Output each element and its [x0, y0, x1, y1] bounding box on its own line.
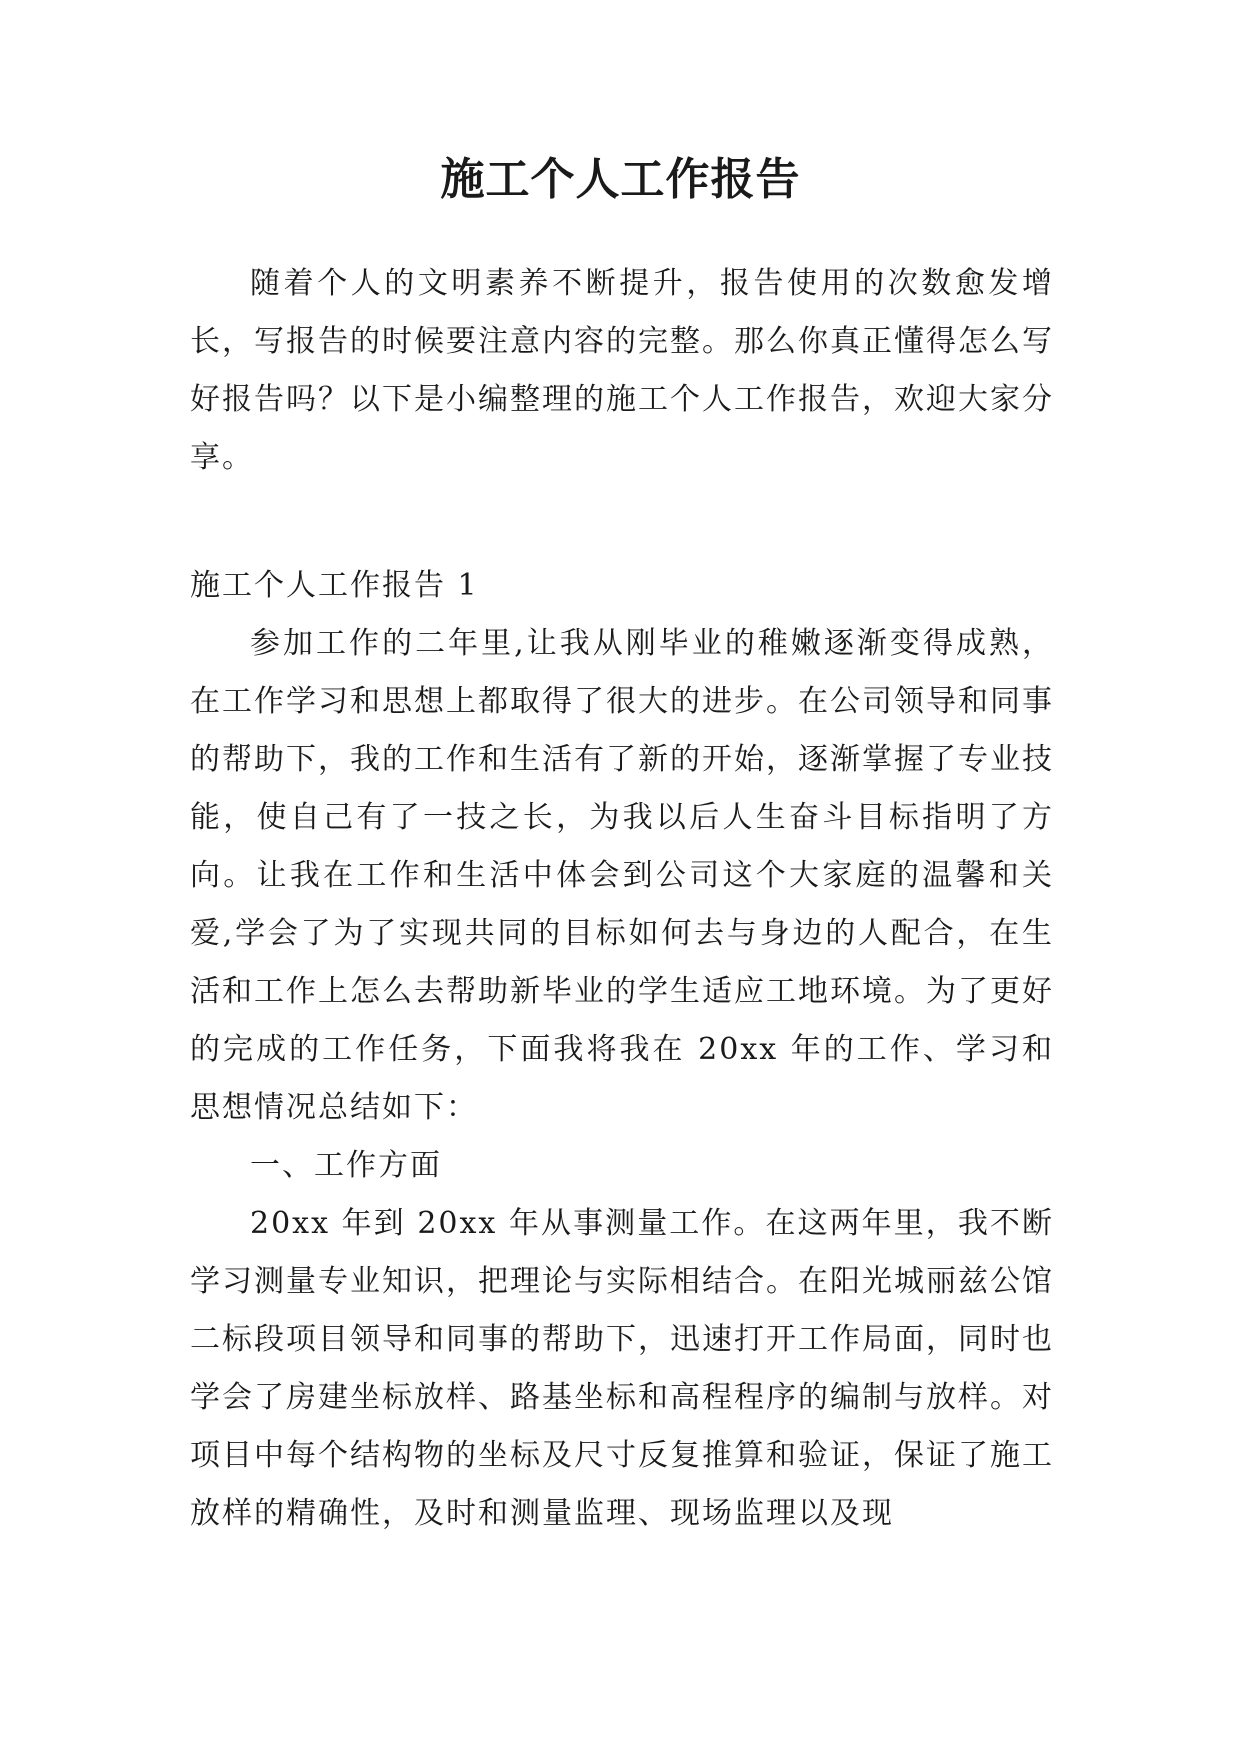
body-paragraph-1: 参加工作的二年里,让我从刚毕业的稚嫩逐渐变得成熟，在工作学习和思想上都取得了很大的进步。在公司领导和同事的帮助下，我的工作和生活有了新的开始，逐渐掌握了专业技能，使自己有了一技之长，为我以后人生奋斗目标指明了方向。让我在工作和生活中体会到公司这个大家庭的温馨和关爱,学会了为了实现共同的目标如何去与身边的人配合，在生活和工作上怎么去帮助新毕业的学生适应工地环境。为了更好的完成的工作任务，下面我将我在 20xx 年的工作、学习和思想情况总结如下： [190, 626, 1054, 1125]
intro-paragraph: 随着个人的文明素养不断提升，报告使用的次数愈发增长，写报告的时候要注意内容的完整。那么你真正懂得怎么写好报告吗？以下是小编整理的施工个人工作报告，欢迎大家分享。 [190, 266, 1054, 475]
subheading-work: 一、工作方面 [250, 1148, 442, 1183]
document-title: 施工个人工作报告 [440, 154, 801, 205]
section-spacer [190, 487, 1054, 557]
body-paragraph-2: 20xx 年到 20xx 年从事测量工作。在这两年里，我不断学习测量专业知识，把理论与实际相结合。在阳光城丽兹公馆二标段项目领导和同事的帮助下，迅速打开工作局面，同时也学会了房建坐标放样、路基坐标和高程程序的编制与放样。对项目中每个结构物的坐标及尺寸反复推算和验证，保证了施工放样的精确性，及时和测量监理、现场监理以及现 [190, 1206, 1054, 1531]
section-heading: 施工个人工作报告 1 [190, 568, 479, 603]
document-body [190, 255, 1054, 1543]
